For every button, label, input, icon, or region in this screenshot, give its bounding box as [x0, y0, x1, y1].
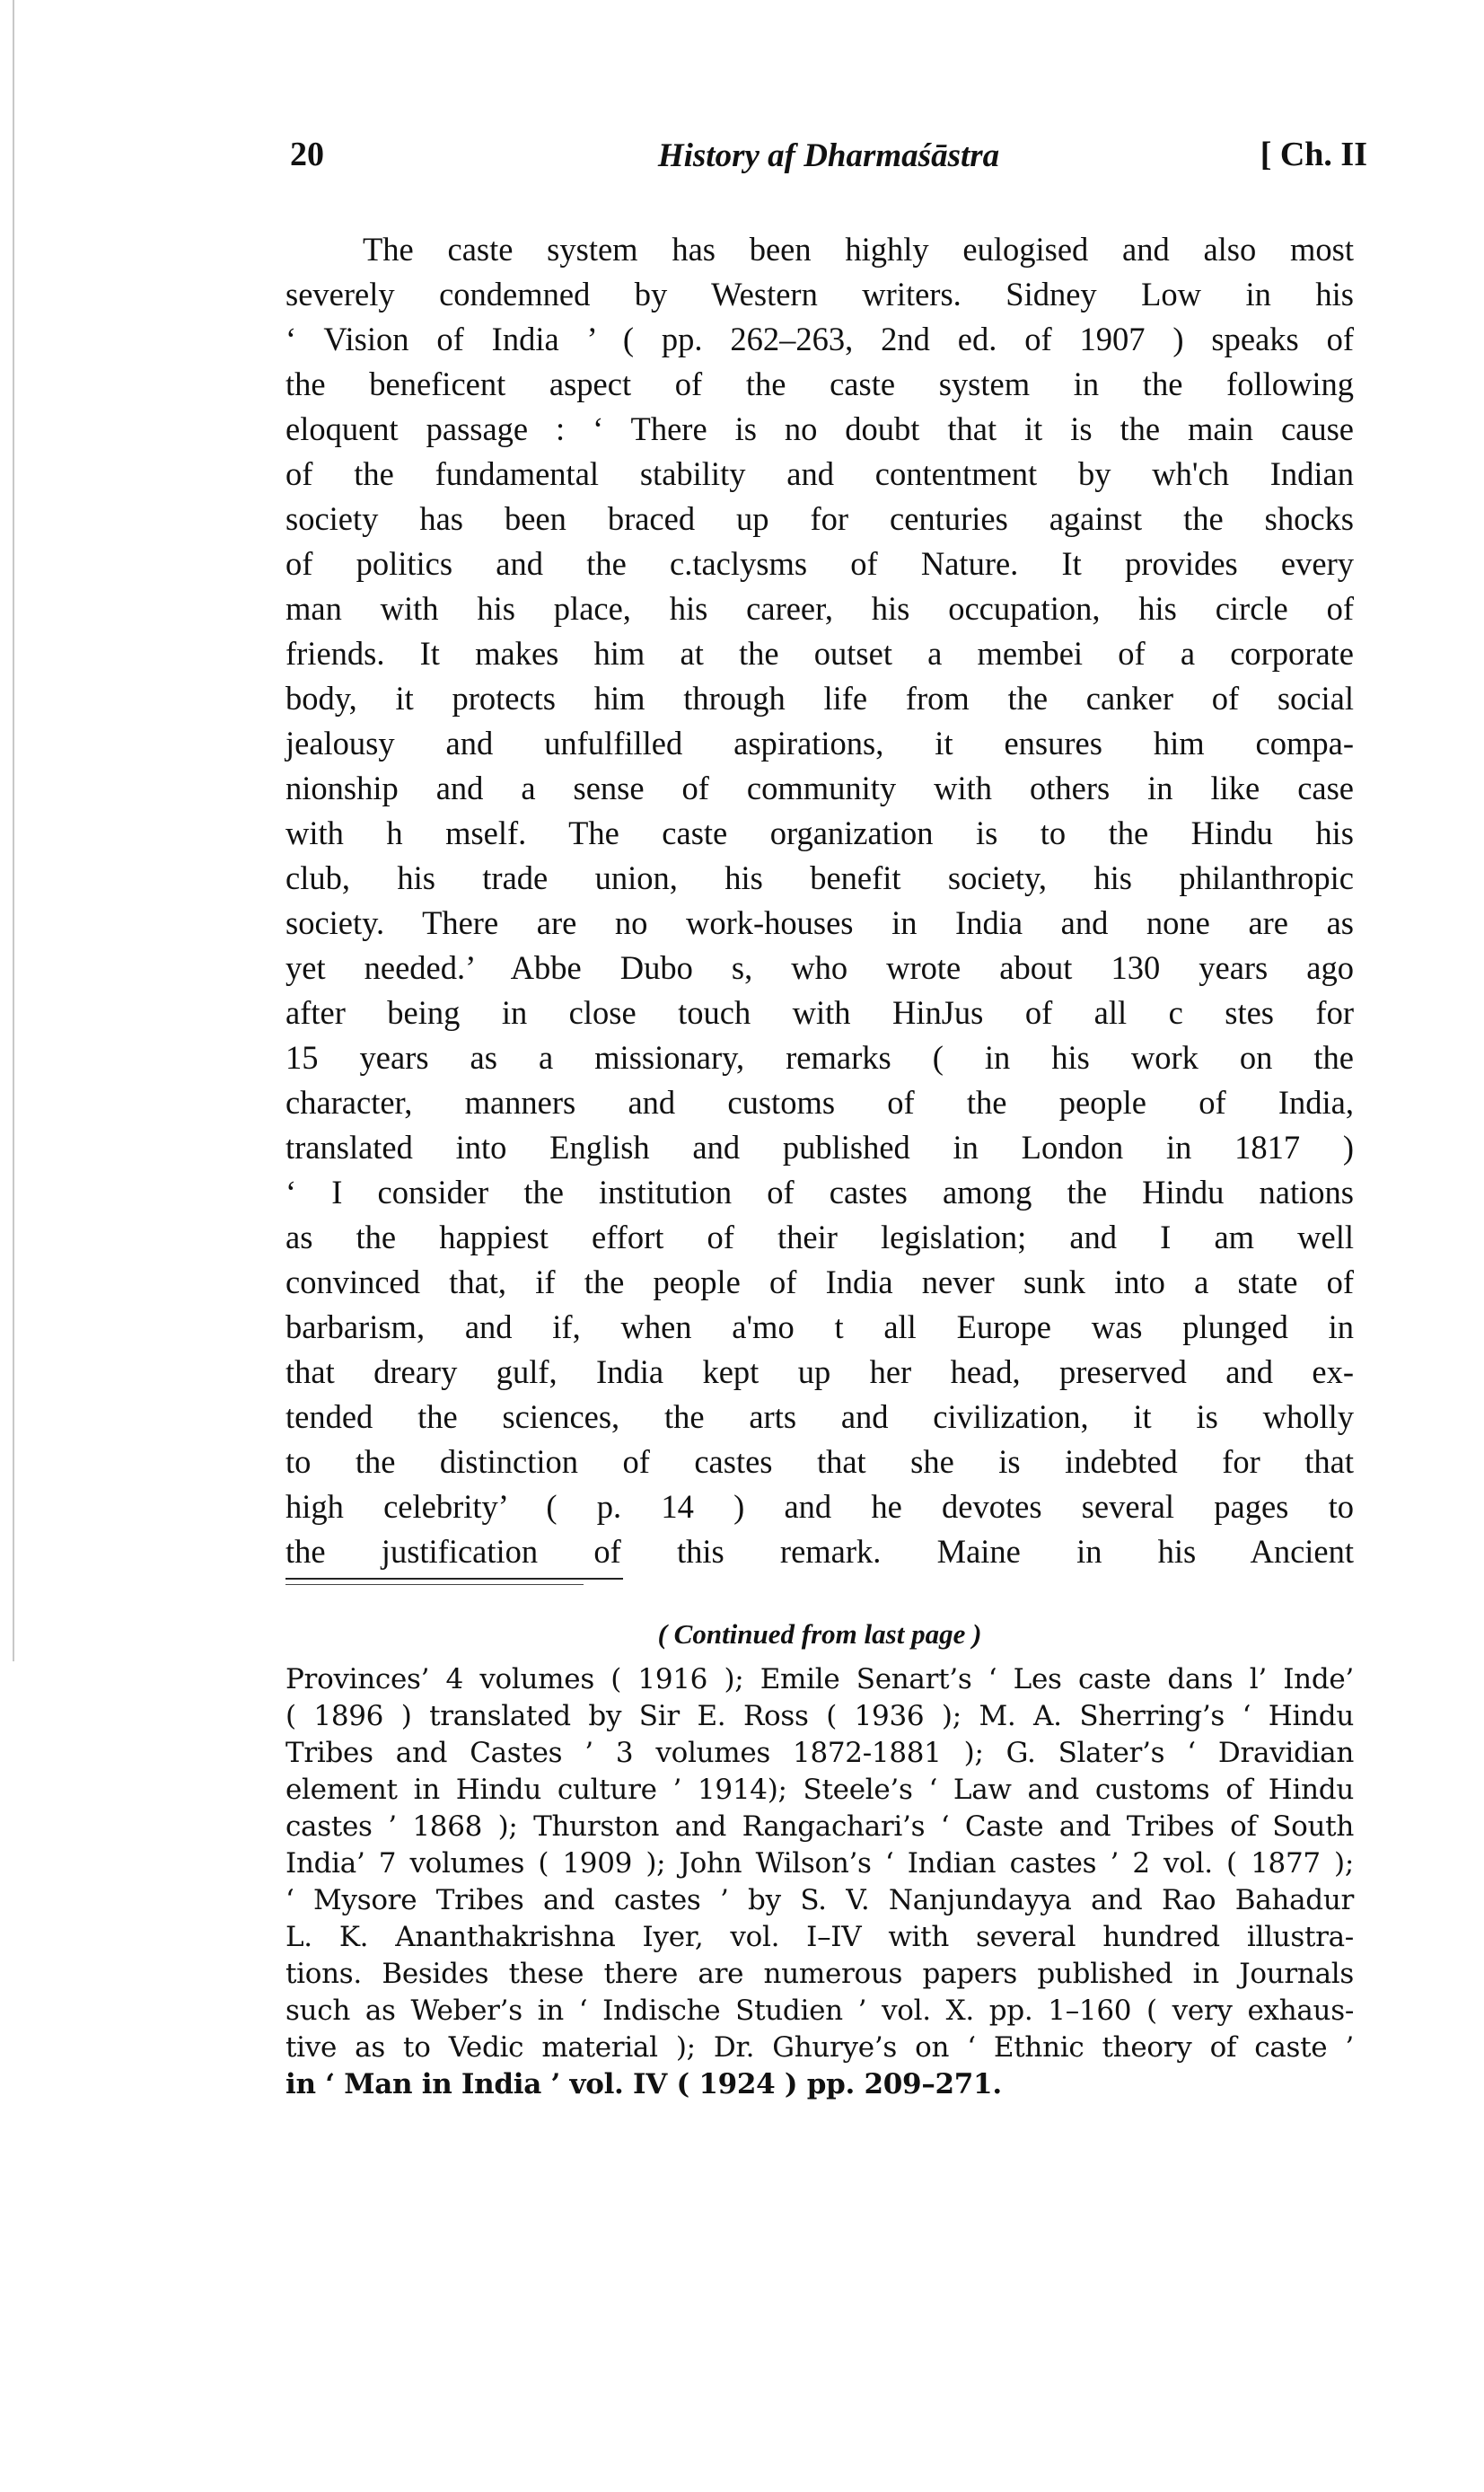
body-line: ‘ I consider the institution of castes among the Hindu nations	[285, 1174, 1354, 1211]
footnote-continued-label: ( Continued from last page )	[657, 1618, 982, 1650]
footnote-line: L. K. Ananthakrishna Iyer, vol. I–IV with several hundred illustra-	[285, 1921, 1354, 1953]
body-line: to the distinction of castes that she is indebted for that	[285, 1443, 1354, 1480]
footnote-line: Provinces’ 4 volumes ( 1916 ); Emile Senart’s ‘ Les caste dans l’ Inde’	[285, 1663, 1354, 1695]
body-line: club, his trade union, his benefit society, his philanthropic	[285, 859, 1354, 896]
body-line: translated into English and published in London in 1817 )	[285, 1129, 1354, 1166]
body-line: of politics and the c.taclysms of Nature. It provides every	[285, 545, 1354, 582]
body-line: tended the sciences, the arts and civilization, it is wholly	[285, 1398, 1354, 1435]
footnote-line: ( 1896 ) translated by Sir E. Ross ( 1936 ); M. A. Sherring’s ‘ Hindu	[285, 1700, 1354, 1732]
body-line: that dreary gulf, India kept up her head, preserved and ex-	[285, 1353, 1354, 1390]
page-number: 20	[290, 136, 324, 173]
body-line: the justification of this remark. Maine in his Ancient	[285, 1533, 1354, 1570]
body-paragraph	[285, 227, 1354, 1574]
body-line: after being in close touch with HinJus of all c stes for	[285, 994, 1354, 1031]
body-line: society has been braced up for centuries against the shocks	[285, 500, 1354, 537]
body-line: the beneficent aspect of the caste system in the following	[285, 365, 1354, 402]
body-line: severely condemned by Western writers. Sidney Low in his	[285, 276, 1354, 313]
body-line: 15 years as a missionary, remarks ( in his work on the	[285, 1039, 1354, 1076]
body-line: man with his place, his career, his occupation, his circle of	[285, 590, 1354, 627]
running-title: History af Dharmaśāstra	[657, 137, 1000, 174]
footnote-line: ‘ Mysore Tribes and castes ’ by S. V. Nanjundayya and Rao Bahadur	[285, 1884, 1354, 1916]
body-line: jealousy and unfulfilled aspirations, it ensures him compa-	[285, 725, 1354, 762]
footnote-line: such as Weber’s in ‘ Indische Studien ’ vol. X. pp. 1–160 ( very exhaus-	[285, 1994, 1354, 2027]
body-line: as the happiest effort of their legislation; and I am well	[285, 1219, 1354, 1255]
footnote-line: tive as to Vedic material ); Dr. Ghurye’s on ‘ Ethnic theory of caste ’	[285, 2031, 1354, 2064]
footnote-line: India’ 7 volumes ( 1909 ); John Wilson’s ‘ Indian castes ’ 2 vol. ( 1877 );	[285, 1847, 1354, 1880]
page-header	[290, 135, 1367, 189]
body-line: of the fundamental stability and contentment by wh'ch Indian	[285, 455, 1354, 492]
footnote-line: castes ’ 1868 ); Thurston and Rangachari’s ‘ Caste and Tribes of South	[285, 1810, 1354, 1843]
body-line: ‘ Vision of India ’ ( pp. 262–263, 2nd ed. of 1907 ) speaks of	[285, 321, 1354, 357]
footnote-line: in ‘ Man in India ’ vol. IV ( 1924 ) pp. 209–271.	[285, 2068, 1002, 2100]
chapter-label: [ Ch. II	[1260, 136, 1367, 173]
footnote	[285, 1661, 1354, 2103]
footnote-line: tions. Besides these there are numerous papers published in Journals	[285, 1958, 1354, 1990]
page-edge-rule	[13, 0, 14, 1661]
footnote-rule-secondary	[285, 1584, 584, 1585]
footnote-line: element in Hindu culture ’ 1914); Steele’s ‘ Law and customs of Hindu	[285, 1774, 1354, 1806]
body-line: high celebrity’ ( p. 14 ) and he devotes several pages to	[285, 1488, 1354, 1525]
body-line: yet needed.’ Abbe Dubo s, who wrote about 130 years ago	[285, 949, 1354, 986]
body-line: friends. It makes him at the outset a membei of a corporate	[285, 635, 1354, 672]
body-line: society. There are no work-houses in India and none are as	[285, 904, 1354, 941]
body-line: The caste system has been highly eulogised and also most	[363, 231, 1354, 268]
footnote-rule	[285, 1578, 623, 1580]
body-line: barbarism, and if, when a'mo t all Europe was plunged in	[285, 1308, 1354, 1345]
body-line: character, manners and customs of the people of India,	[285, 1084, 1354, 1121]
body-line: body, it protects him through life from the canker of social	[285, 680, 1354, 717]
body-line: with h mself. The caste organization is to the Hindu his	[285, 815, 1354, 851]
footnote-line: Tribes and Castes ’ 3 volumes 1872-1881 ); G. Slater’s ‘ Dravidian	[285, 1737, 1354, 1769]
body-line: eloquent passage : ‘ There is no doubt that it is the main cause	[285, 410, 1354, 447]
body-line: nionship and a sense of community with others in like case	[285, 770, 1354, 806]
body-line: convinced that, if the people of India never sunk into a state of	[285, 1264, 1354, 1300]
